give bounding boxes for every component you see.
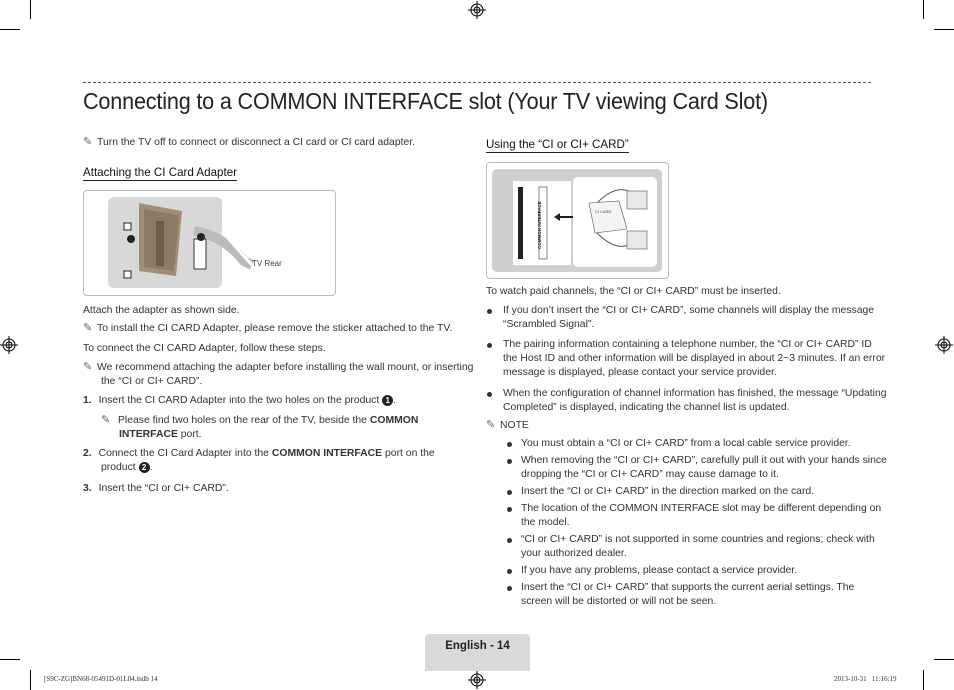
registration-mark-icon [468,671,486,689]
step-text: product [101,462,136,473]
crop-mark [30,670,31,690]
note-label: NOTE [500,420,529,431]
step-text: Insert the CI CARD Adapter into the two holes on the product [98,395,380,406]
step-number: 2. [83,448,92,459]
list-item-line: the Host ID and other information will be displayed in about 2~3 minutes. If an error [503,353,886,364]
list-item [521,533,875,561]
note-text: To install the CI CARD Adapter, please remove the sticker attached to the TV. [97,323,453,334]
list-item-line: dropping the “CI or CI+ CARD” may cause damage to it. [521,469,779,480]
list-item-line: If you don’t insert the “CI or CI+ CARD”, some channels will display the message [503,305,875,316]
step-1-note [101,413,418,442]
note-bold-text: COMMON [369,415,419,426]
list-item-line: your authorized dealer. [521,548,627,559]
step-bold-text: COMMON INTERFACE [271,448,383,459]
list-item [521,581,854,609]
page-number-tab: English - 14 [425,634,530,671]
note-text: Please find two holes on the rear of the TV, beside the [118,415,367,426]
list-item-line: Insert the “CI or CI+ CARD” in the direction marked on the card. [521,486,815,497]
date-info: 2013-10-31 11:16:19 [834,675,897,683]
step-number: 1. [83,395,92,406]
crop-mark [923,0,924,19]
list-item-line: screen will be distorted or will not be seen. [521,596,717,607]
list-item-line: If you have any problems, please contact a service provider. [521,565,798,576]
attach-text: Attach the adapter as shown side. [83,305,240,316]
list-item-line: “Scrambled Signal”. [503,319,595,330]
list-item [503,304,874,332]
registration-mark-icon [468,1,486,19]
pencil-note-icon: ✎ [83,136,93,148]
list-item-line: The pairing information containing a telephone number, the “CI or CI+ CARD” ID [503,339,872,350]
pencil-note-icon: ✎ [83,322,93,334]
card-label: CI CARD [595,209,612,214]
list-item [521,437,851,451]
bullet-dot [507,538,512,543]
bullet-dot [507,490,512,495]
bullet-dot [487,392,492,397]
list-item [521,485,814,499]
note-wall-mount [83,360,473,389]
list-item-line: Insert the “CI or CI+ CARD” that supports the current aerial settings. The [521,582,855,593]
bullet-dot [507,569,512,574]
section-heading-attach: Attaching the CI Card Adapter [83,166,238,179]
list-item-line: “CI or CI+ CARD” is not supported in some countries and regions; check with [521,534,875,545]
list-item-line: You must obtain a “CI or CI+ CARD” from a local cable service provider. [521,438,851,449]
list-item-line: message is displayed, please contact your service provider. [503,367,777,378]
list-item-line: When the configuration of channel information has finished, the message “Updating [503,388,887,399]
note-text: We recommend attaching the adapter before installing the wall mount, or inserting [97,362,474,373]
figure-label-tv-rear: TV Rear [252,259,282,268]
tv-rear-illustration [84,191,335,295]
page-title: Connecting to a COMMON INTERFACE slot (Your TV viewing Card Slot) [83,88,768,114]
pencil-note-icon: ✎ [486,419,496,431]
pencil-note-icon: ✎ [101,414,111,426]
section-heading-using: Using the “CI or CI+ CARD” [486,138,629,151]
bullet-dot [507,586,512,591]
bullet-dot [507,459,512,464]
list-item-line: Completed” is displayed, indicating the channel list is updated. [503,402,790,413]
step-number: 3. [83,483,92,494]
figure-ci-card [486,162,669,279]
title-rule [83,82,871,83]
ci-card-illustration [487,163,668,278]
list-item [521,502,881,530]
bullet-dot [487,309,492,314]
registration-mark-icon [0,336,18,354]
note-text: Turn the TV off to connect or disconnect a CI card or CI card adapter. [97,137,416,148]
bullet-dot [507,507,512,512]
crop-mark [934,29,954,30]
file-info: [S9C-ZG]BN68-05491D-01L04.indb 14 [44,675,158,683]
note-text: port. [180,429,202,440]
crop-mark [30,0,31,19]
list-item [503,338,885,380]
step-1: 1. Insert the CI CARD Adapter into the two holes on the product 1 . [83,395,397,406]
step-text: port on the [385,448,435,459]
pencil-note-icon: ✎ [83,361,93,373]
connect-text: To connect the CI CARD Adapter, follow these steps. [83,343,326,354]
note-sticker [83,321,452,336]
step-badge: 2 [139,462,150,473]
list-item [503,387,887,415]
list-item [521,454,887,482]
intro-text: To watch paid channels, the “CI or CI+ CARD” must be inserted. [486,286,781,297]
bullet-dot [507,442,512,447]
step-2: 2. Connect the CI Card Adapter into the COMMON INTERFACE port on the product 2 . [83,448,435,473]
list-item-line: The location of the COMMON INTERFACE slot may be different depending on [521,503,882,514]
crop-mark [934,659,954,660]
bullet-dot [487,343,492,348]
list-item-line: the model. [521,517,570,528]
note-heading [486,418,529,433]
list-item [521,564,797,578]
note-power [83,135,415,150]
note-text: the “CI or CI+ CARD”. [101,376,203,387]
crop-mark [0,29,20,30]
slot-label: COMMON INTERFACE [537,201,542,249]
note-bold-text: INTERFACE [119,429,178,440]
registration-mark-icon [935,336,953,354]
figure-ci-adapter [83,190,336,296]
crop-mark [923,670,924,690]
list-item-line: When removing the “CI or CI+ CARD”, carefully pull it out with your hands since [521,455,887,466]
crop-mark [0,659,20,660]
step-text: Connect the CI Card Adapter into the [98,448,269,459]
step-3 [83,482,229,496]
step-text: Insert the “CI or CI+ CARD”. [98,483,229,494]
step-badge: 1 [382,395,393,406]
